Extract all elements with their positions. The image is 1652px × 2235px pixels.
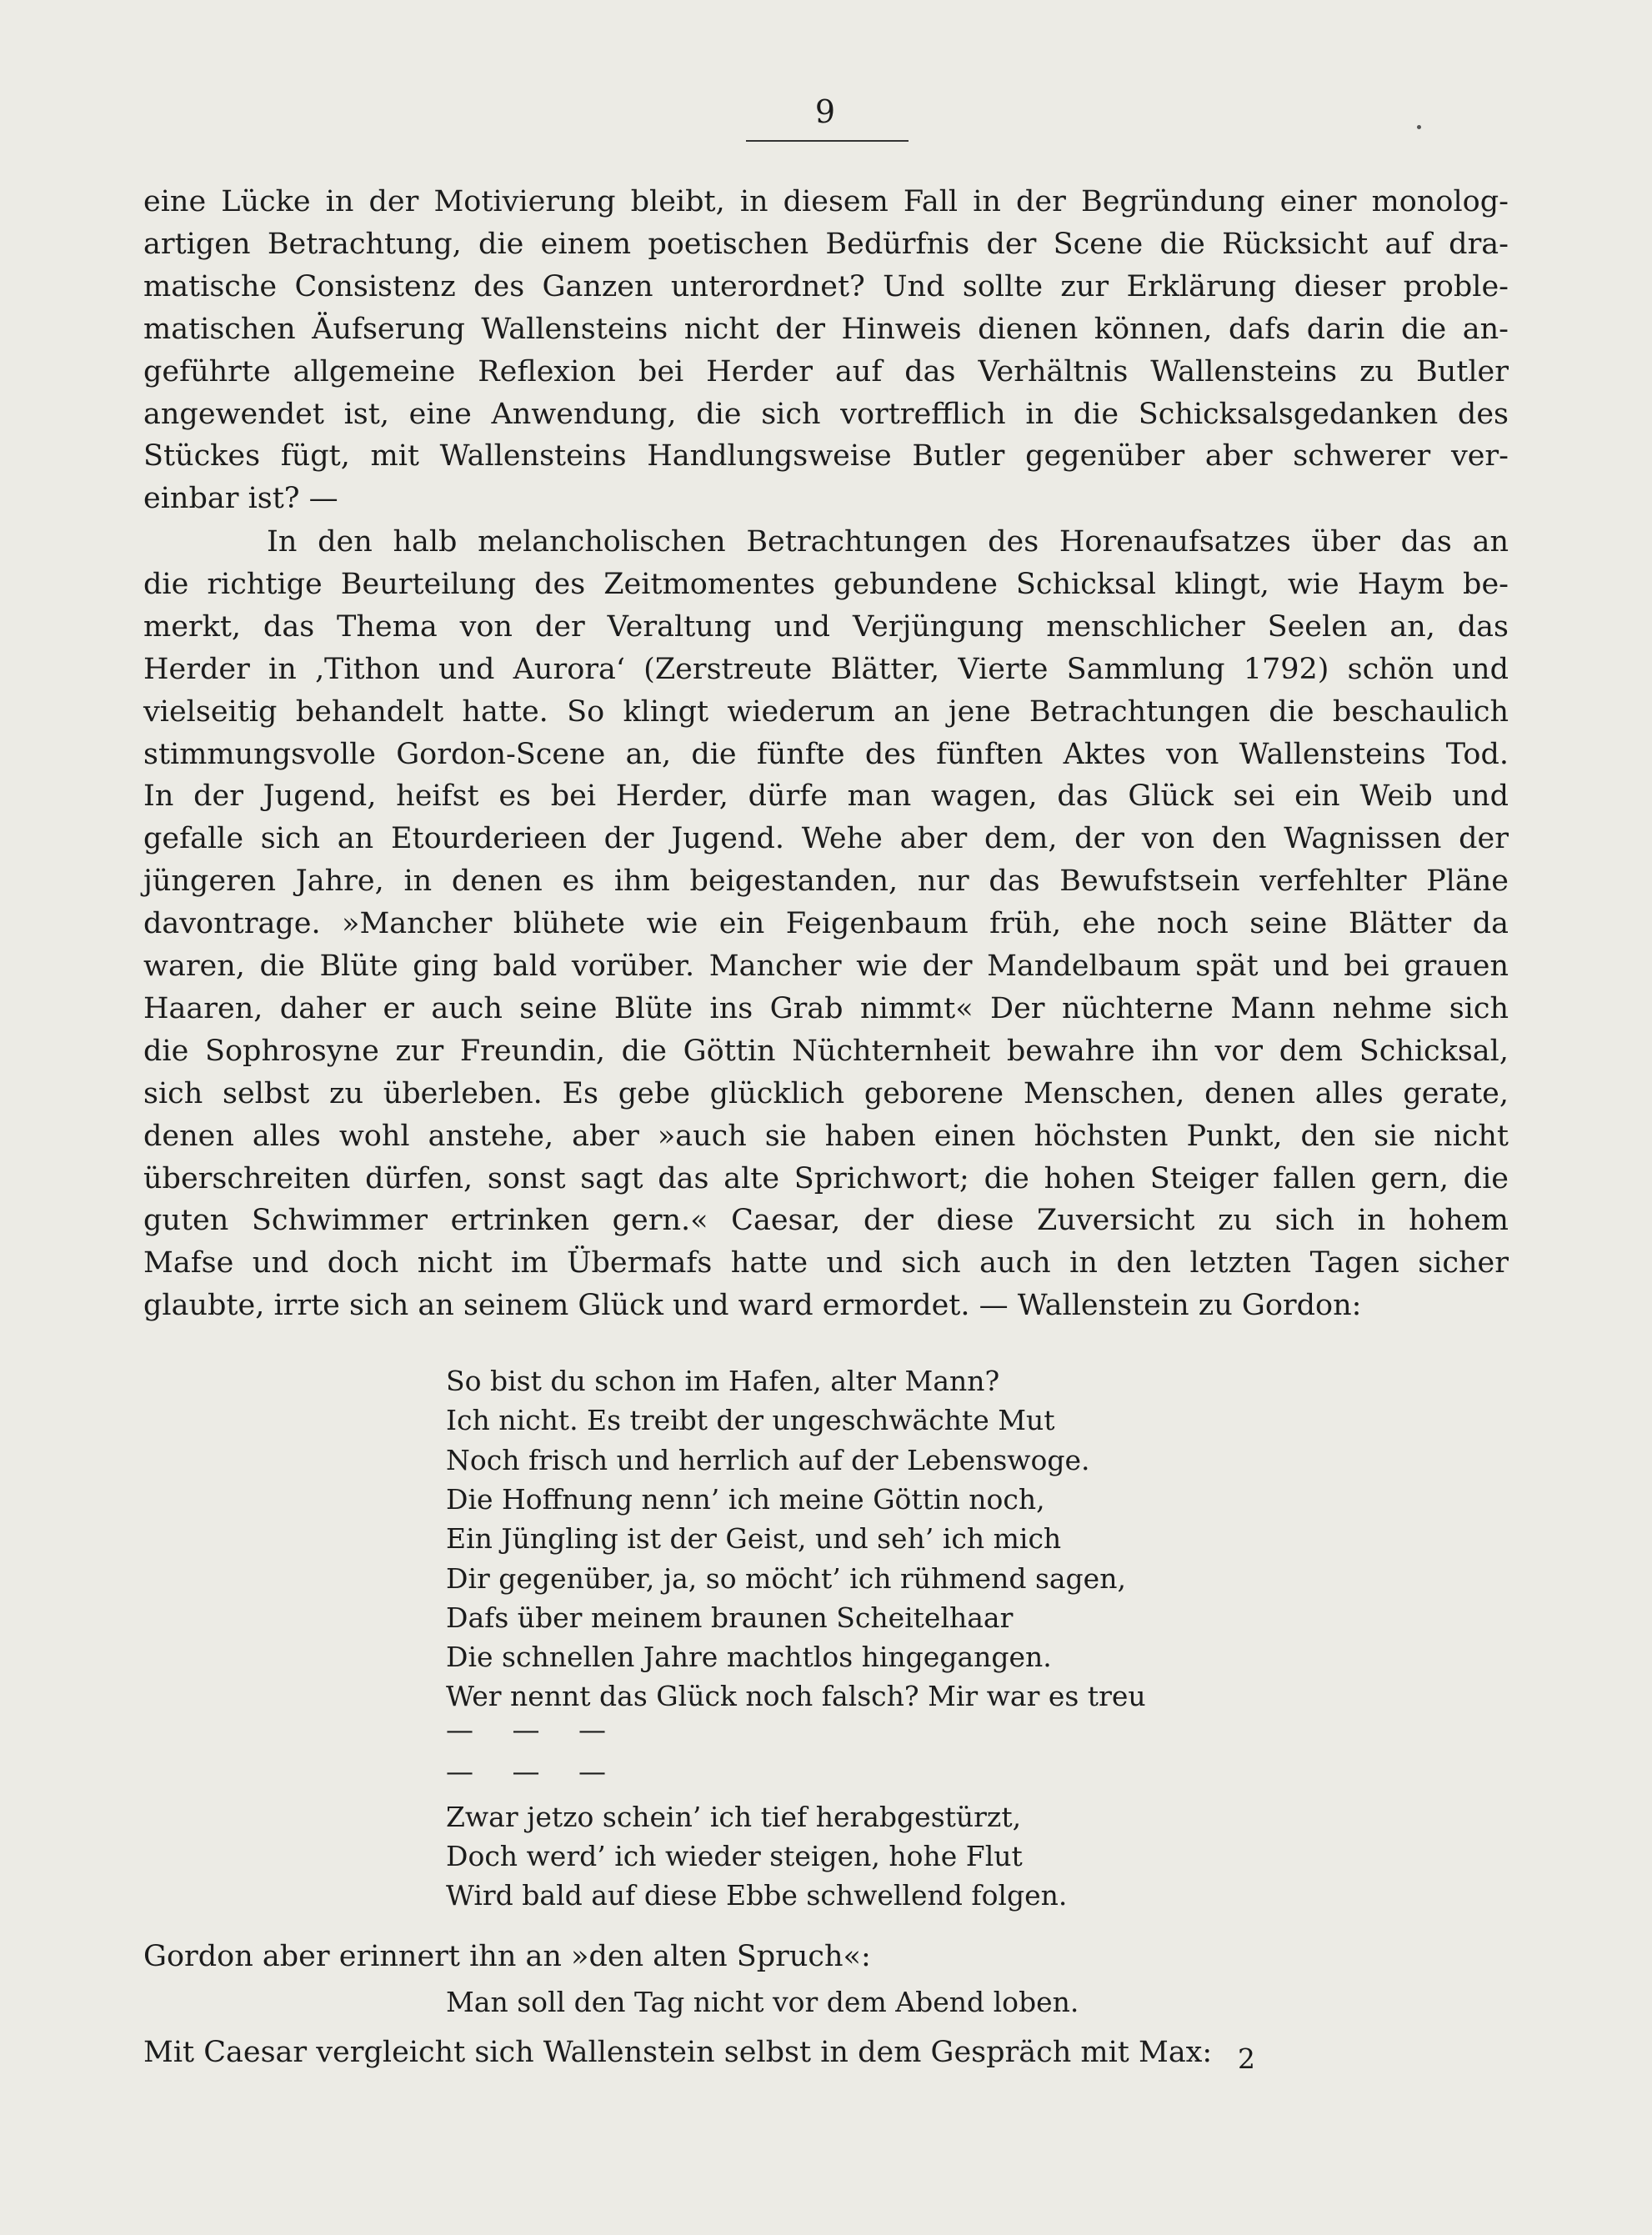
verse-line: Dir gegenüber, ja, so möcht’ ich rühmend sagen,: [446, 1561, 1126, 1595]
paragraph-line: merkt, das Thema von der Veraltung und Verjüngung menschlicher Seelen an, das: [143, 609, 1509, 644]
paragraph-line: sich selbst zu überleben. Es gebe glücklich geborene Menschen, denen alles gerate,: [143, 1076, 1509, 1110]
paragraph-line: In der Jugend, heifst es bei Herder, dürfe man wagen, das Glück sei ein Weib und: [143, 779, 1509, 814]
paragraph-line: waren, die Blüte ging bald vorüber. Mancher wie der Mandelbaum spät und bei grauen: [143, 950, 1509, 983]
verse-line: Ein Jüngling ist der Geist, und seh’ ich mich: [446, 1522, 1062, 1556]
verse-line: Die Hoffnung nenn’ ich meine Göttin noch,: [446, 1482, 1045, 1516]
verse-line: So bist du schon im Hafen, alter Mann?: [446, 1365, 1000, 1397]
paragraph-line: einbar ist? —: [143, 482, 338, 516]
page-number-rule: [746, 140, 909, 142]
paragraph-line: stimmungsvolle Gordon-Scene an, die fünfte des fünften Aktes von Wallensteins Tod.: [143, 737, 1509, 771]
verse-line: Dafs über meinem braunen Scheitelhaar: [446, 1601, 1014, 1634]
verse-line: Zwar jetzo schein’ ich tief herabgestürzt,: [446, 1801, 1022, 1833]
paragraph-line: gefalle sich an Etourderieen der Jugend. Wehe aber dem, der von den Wagnissen der: [143, 822, 1509, 856]
verse-line: Noch frisch und herrlich auf der Lebenswoge.: [446, 1443, 1090, 1476]
paragraph-line: vielseitig behandelt hatte. So klingt wiederum an jene Betrachtungen die beschaulich: [143, 694, 1509, 729]
paragraph-line: Herder in ‚Tithon und Aurora‘ (Zerstreute Blätter, Vierte Sammlung 1792) schön und: [143, 652, 1509, 686]
paragraph-line: glaubte, irrte sich an seinem Glück und ward ermordet. — Wallenstein zu Gordon:: [143, 1289, 1362, 1323]
paragraph-line: In den halb melancholischen Betrachtungen des Horenaufsatzes über das an: [267, 525, 1509, 559]
paragraph-line: guten Schwimmer ertrinken gern.« Caesar, der diese Zuversicht zu sich in hohem: [143, 1204, 1509, 1238]
paragraph-line: jüngeren Jahre, in denen es ihm beigestanden, nur das Bewufstsein verfehlter Pläne: [143, 864, 1509, 899]
paragraph-line: davontrage. »Mancher blühete wie ein Feigenbaum früh, ehe noch seine Blätter da: [143, 907, 1509, 941]
paragraph-line: die richtige Beurteilung des Zeitmomentes gebundene Schicksal klingt, wie Haym be-: [143, 567, 1509, 601]
paragraph-line: Haaren, daher er auch seine Blüte ins Grab nimmt« Der nüchterne Mann nehme sich: [143, 991, 1509, 1025]
verse-ellipsis: — — —: [446, 1713, 621, 1746]
paragraph-line: matische Consistenz des Ganzen unterordnet? Und sollte zur Erklärung dieser proble-: [143, 269, 1509, 303]
paragraph-line: denen alles wohl anstehe, aber »auch sie haben einen höchsten Punkt, den sie nicht: [143, 1119, 1509, 1153]
paragraph-line: artigen Betrachtung, die einem poetischen Bedürfnis der Scene die Rücksicht auf dra-: [143, 227, 1509, 261]
paragraph-line: überschreiten dürfen, sonst sagt das alte Sprichwort; die hohen Steiger fallen gern, die: [143, 1161, 1509, 1195]
verse-line: Die schnellen Jahre machtlos hingegangen.: [446, 1641, 1052, 1674]
page-number: 9: [814, 93, 836, 130]
paragraph-line: die Sophrosyne zur Freundin, die Göttin Nüchternheit bewahre ihn vor dem Schicksal,: [143, 1034, 1509, 1068]
verse-line: Doch werd’ ich wieder steigen, hohe Flut: [446, 1840, 1023, 1872]
paragraph-line: Gordon aber erinnert ihn an »den alten Spruch«:: [143, 1940, 871, 1973]
paragraph-line: matischen Äufserung Wallensteins nicht der Hinweis dienen können, dafs darin die an-: [143, 312, 1509, 346]
paragraph-line: Stückes fügt, mit Wallensteins Handlungsweise Butler gegenüber aber schwerer ver-: [143, 439, 1509, 474]
paragraph-line: Mafse und doch nicht im Übermafs hatte und sich auch in den letzten Tagen sicher: [143, 1246, 1509, 1280]
speck-mark: [1417, 125, 1421, 129]
paragraph-line: eine Lücke in der Motivierung bleibt, in diesem Fall in der Begründung einer monolog-: [143, 185, 1509, 218]
verse-line: Wer nennt das Glück noch falsch? Mir war es treu: [446, 1680, 1146, 1713]
signature-mark: 2: [1238, 2042, 1255, 2075]
quote-line: Man soll den Tag nicht vor dem Abend loben.: [446, 1986, 1079, 2018]
paragraph-line: geführte allgemeine Reflexion bei Herder auf das Verhältnis Wallensteins zu Butler: [143, 354, 1509, 388]
verse-line: Ich nicht. Es treibt der ungeschwächte Mut: [446, 1404, 1055, 1437]
verse-ellipsis: — — —: [446, 1755, 621, 1787]
paragraph-line: angewendet ist, eine Anwendung, die sich vortrefflich in die Schicksalsgedanken des: [143, 397, 1509, 431]
verse-line: Wird bald auf diese Ebbe schwellend folgen.: [446, 1879, 1068, 1912]
paragraph-line: Mit Caesar vergleicht sich Wallenstein selbst in dem Gespräch mit Max:: [143, 2036, 1213, 2069]
